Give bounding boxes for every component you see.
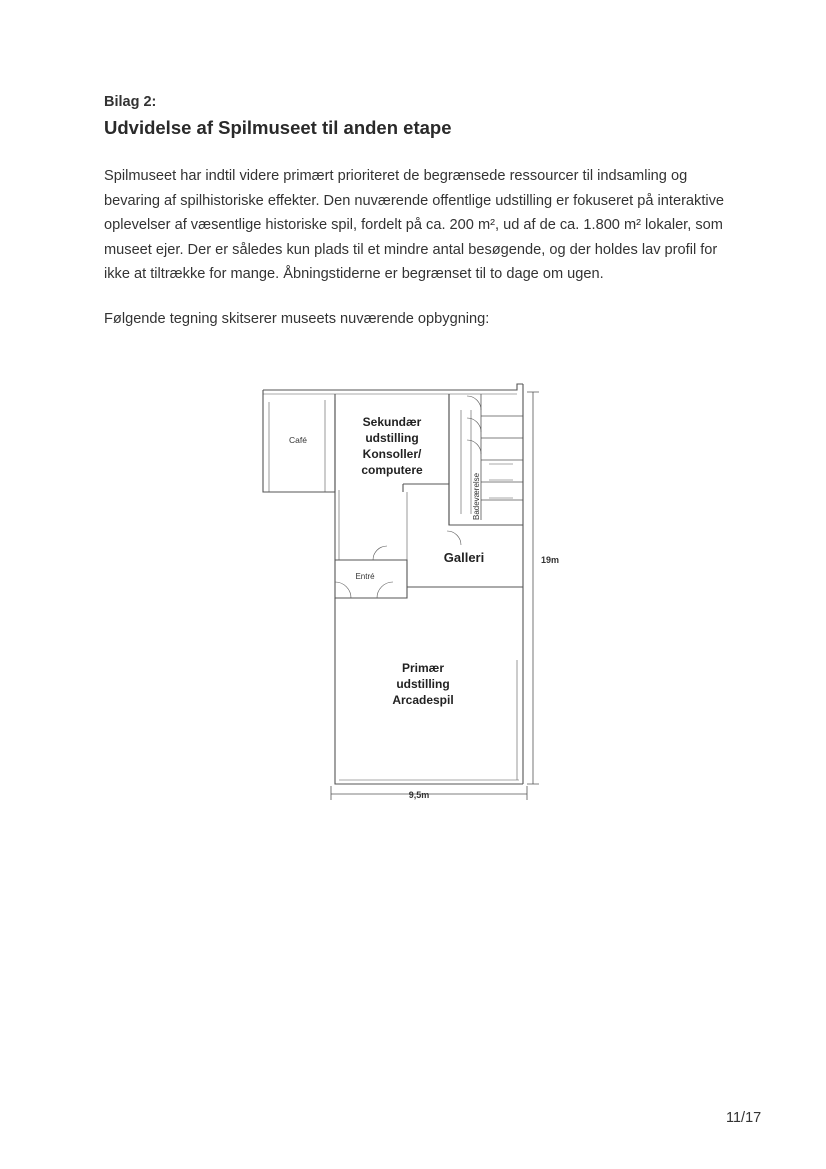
primary-line: udstilling [396,677,450,691]
primary-room [335,598,523,784]
entrance-label: Entré [355,572,375,581]
secondary-label [361,415,423,477]
gallery-label: Galleri [443,550,485,565]
bathroom-label: Badeværelse [472,472,481,520]
primary-line: Primær [401,661,445,675]
secondary-line: computere [361,463,423,477]
bathroom-outer [449,394,523,525]
figure-intro: Følgende tegning skitserer museets nuværende opbygning: [104,311,490,327]
body-line: bevaring af spilhistoriske effekter. Den nuværende offentlige udstilling er fokuseret på interaktive [104,192,725,209]
body-line: museet ejer. Der er således kun plads til et mindre antal besøgende, og der holdes lav profil for [104,241,718,258]
page-number: 11/17 [726,1110,762,1126]
secondary-line: udstilling [365,431,419,445]
body-line: ikke at tiltrække for mange. Åbningstiderne er begrænset til to dage om ugen. [104,266,604,282]
primary-line: Arcadespil [392,693,454,707]
door-arc [467,440,481,454]
door-arc [447,531,461,545]
secondary-line: Konsoller/ [362,447,422,461]
stall-line [489,464,513,498]
height-label: 19m [541,555,560,565]
cafe-label: Café [289,435,307,445]
entrance-door [377,582,393,598]
primary-label [392,661,453,707]
height-dimension [527,392,539,784]
entrance-door [373,546,387,560]
door-arc [467,418,481,432]
body-paragraph [104,164,784,287]
door-arc [467,396,481,410]
floor-plan [255,380,565,810]
secondary-line: Sekundær [362,415,422,429]
body-line: oplevelser af væsentlige historiske spil, fordelt på ca. 200 m², ud af de ca. 1.800 m² lokaler, som [104,217,723,233]
secondary-divider [403,484,449,525]
page-title: Udvidelse af Spilmuseet til anden etape [104,117,452,138]
bathroom-stalls [481,394,523,520]
entrance-door [335,582,351,598]
appendix-label: Bilag 2: [104,94,157,110]
body-line: Spilmuseet har indtil videre primært prioriteret de begrænsede ressourcer til indsamling og [104,168,688,184]
top-wall [263,384,523,390]
width-label: 9,5m [408,790,430,800]
bathroom-inner [461,410,471,514]
